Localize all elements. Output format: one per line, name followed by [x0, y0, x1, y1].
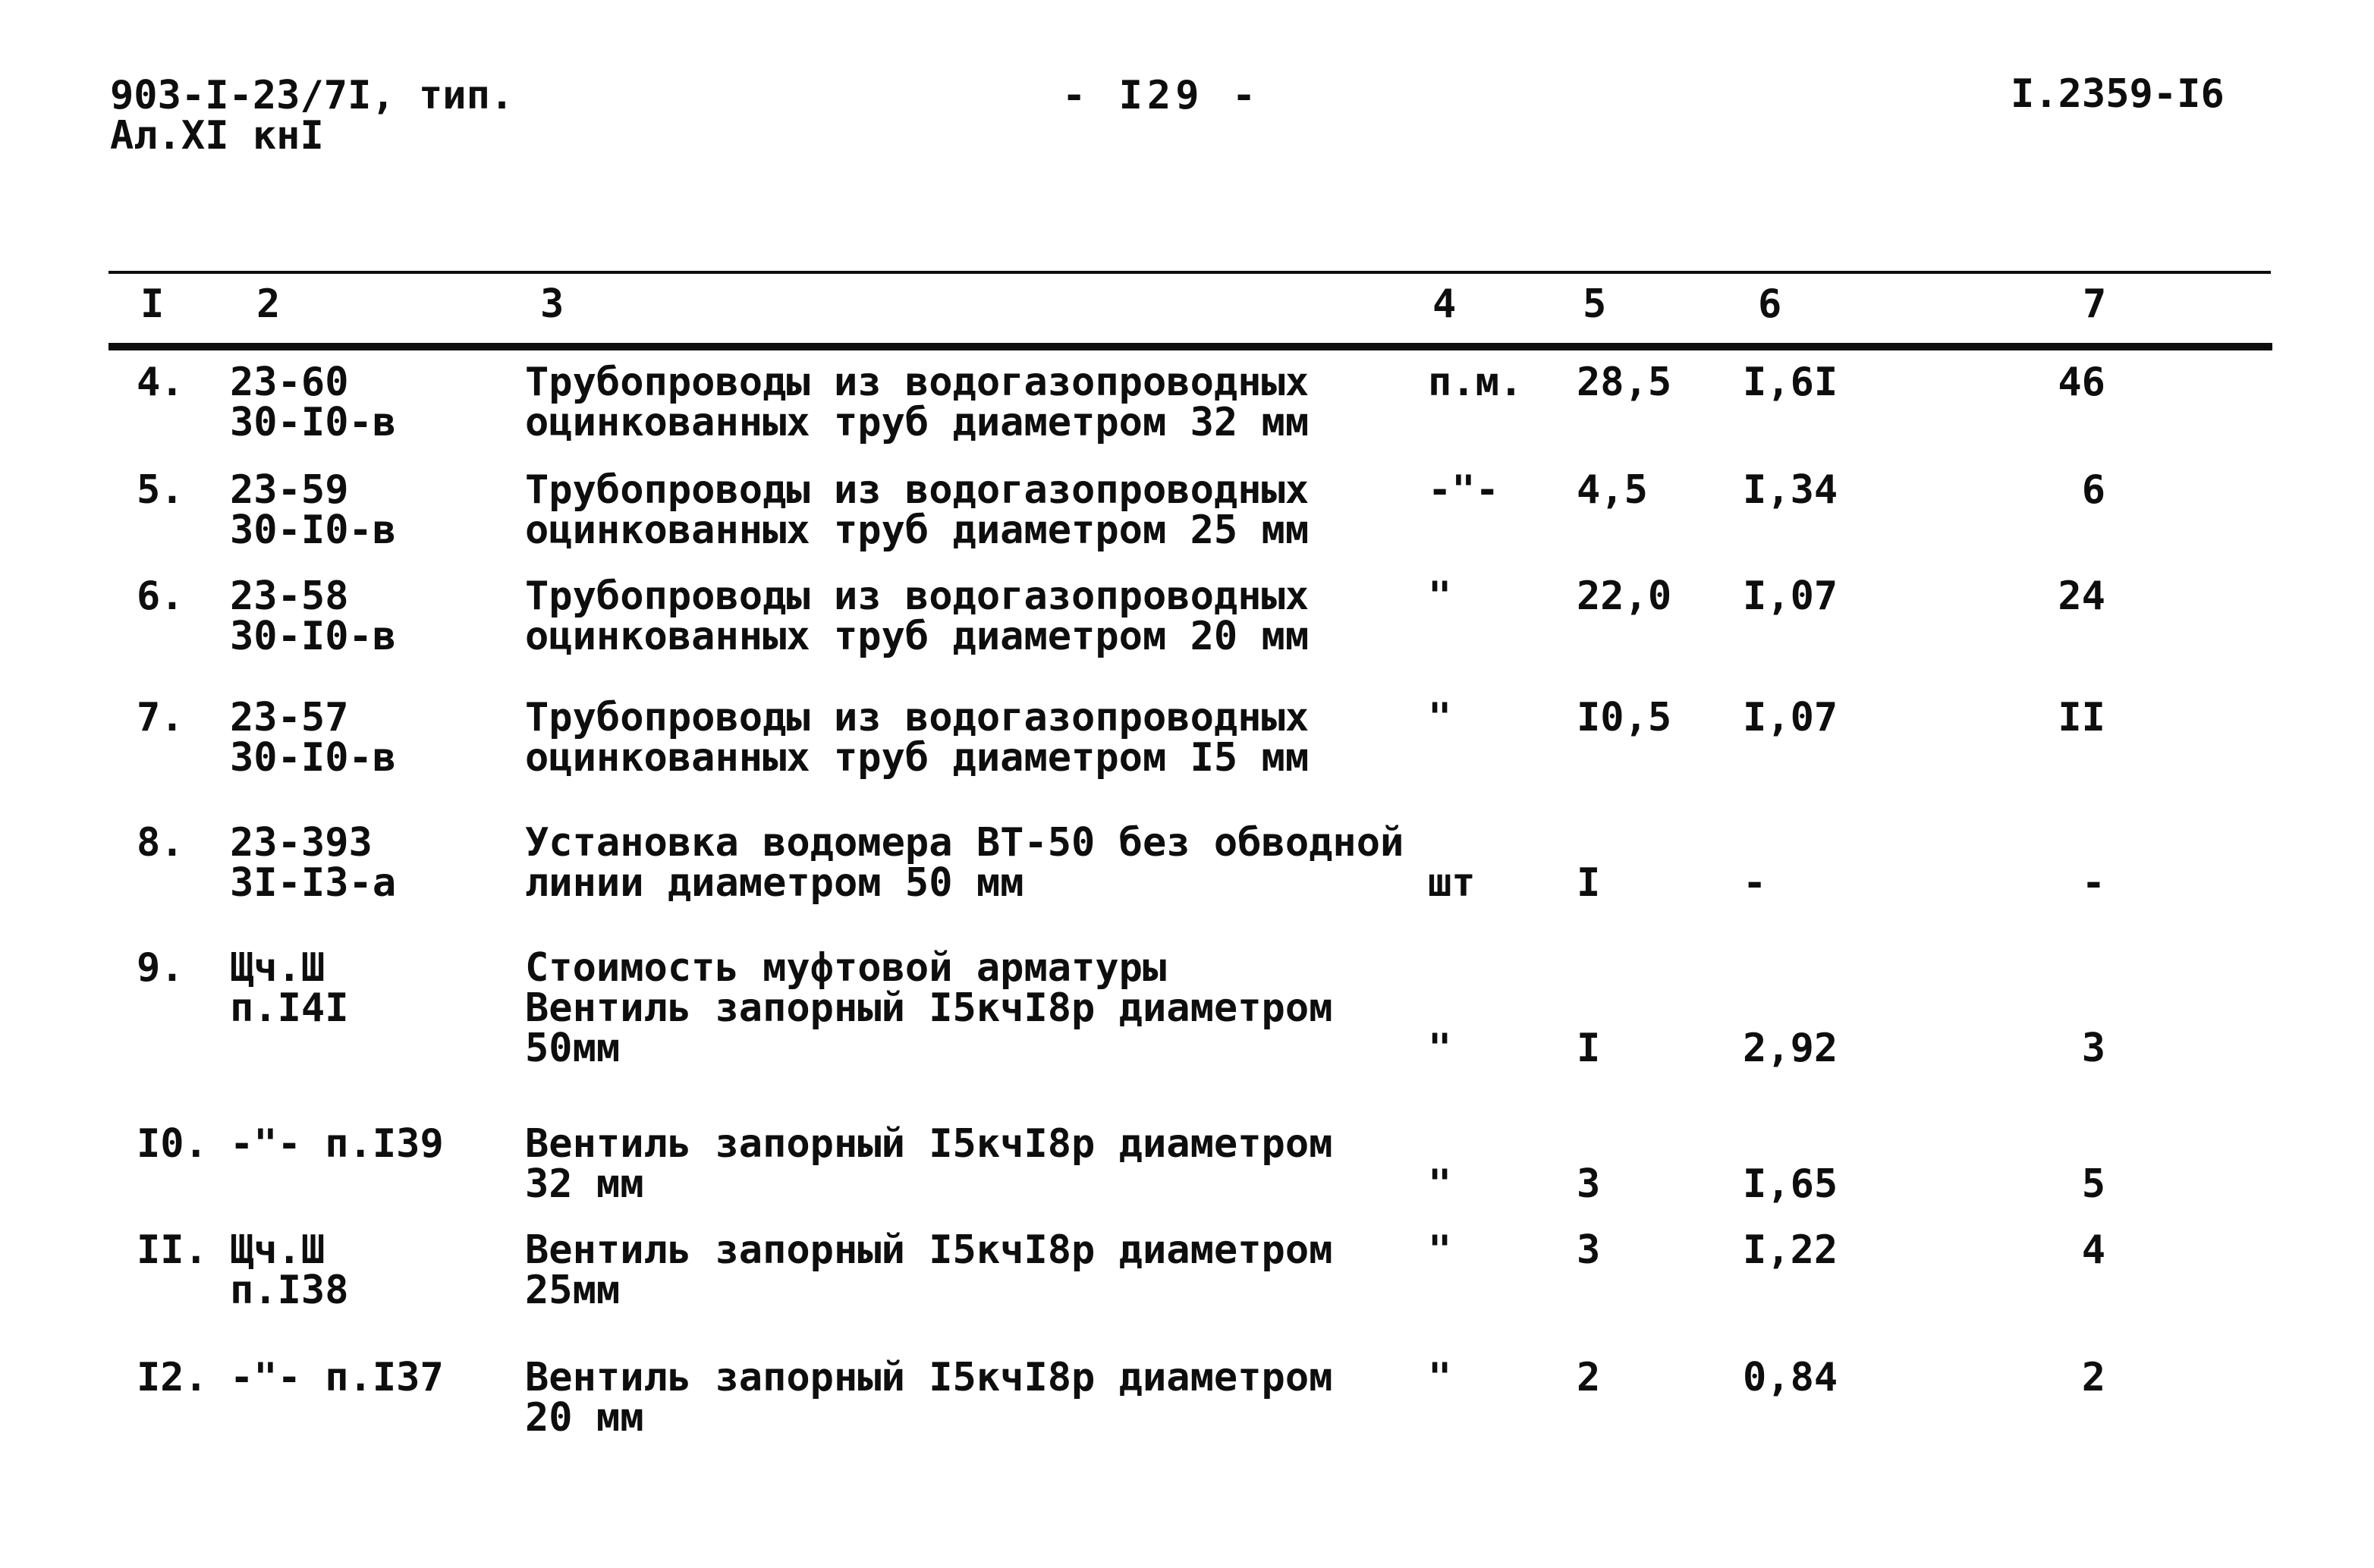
row-unit: " [1428, 573, 1452, 619]
row-quantity: 2 [1577, 1355, 1601, 1400]
row-description [525, 695, 1310, 781]
row-unit-price: I,22 [1743, 1227, 1838, 1273]
row-number: 8. [137, 820, 184, 866]
row-description-line: Стоимость муфтовой арматуры [525, 945, 1167, 991]
row-number: 7. [137, 695, 184, 740]
row-code-line: 30-I0-в [230, 614, 397, 659]
row-code [230, 820, 397, 906]
row-unit-price: I,65 [1743, 1161, 1838, 1207]
row-description-line: Вентиль запорный I5кчI8р диаметром [525, 1355, 1333, 1400]
column-header: 5 [1583, 281, 1607, 327]
row-unit-price: 2,92 [1743, 1026, 1838, 1071]
row-quantity: I0,5 [1577, 695, 1672, 740]
document-code-line2: Ал.XI кнI [110, 113, 324, 159]
row-code-line: 3I-I3-а [230, 860, 397, 906]
row-description-line: Трубопроводы из водогазопроводных [525, 695, 1310, 740]
inventory-number: I.2359-I6 [2011, 71, 2225, 117]
row-number: 6. [137, 573, 184, 619]
row-quantity: 3 [1577, 1227, 1601, 1273]
column-header: 3 [540, 281, 564, 327]
row-unit: " [1428, 1026, 1452, 1071]
row-description-line: Трубопроводы из водогазопроводных [525, 467, 1310, 513]
row-code-line: Щч.Ш [230, 945, 325, 991]
row-code-line: 23-58 [230, 573, 349, 619]
row-code [230, 945, 349, 1031]
row-quantity: 3 [1577, 1161, 1601, 1207]
row-description [525, 1355, 1333, 1441]
row-number: II. [137, 1227, 208, 1273]
column-header: 6 [1758, 281, 1782, 327]
row-description [525, 573, 1310, 659]
row-total: 5 [2081, 1161, 2105, 1207]
row-unit: " [1428, 1161, 1452, 1207]
row-code-line: п.I38 [230, 1268, 349, 1313]
row-description-line: 32 мм [525, 1161, 644, 1207]
row-description [525, 945, 1333, 1071]
row-quantity: 4,5 [1577, 467, 1648, 513]
row-description-line: 25мм [525, 1268, 621, 1313]
row-code [230, 467, 397, 553]
row-description-line: Вентиль запорный I5кчI8р диаметром [525, 1121, 1333, 1167]
row-description-line: 50мм [525, 1026, 621, 1071]
row-description-line: Трубопроводы из водогазопроводных [525, 360, 1310, 405]
row-description [525, 1121, 1333, 1207]
row-unit-price: - [1743, 860, 1767, 906]
row-code-line: 23-393 [230, 820, 373, 866]
row-code-line: 30-I0-в [230, 735, 397, 781]
document-code-line1: 903-I-23/7I, тип. [110, 73, 514, 118]
row-description-line: Вентиль запорный I5кчI8р диаметром [525, 1227, 1333, 1273]
row-code [230, 695, 397, 781]
row-code-line: -"- п.I39 [230, 1121, 444, 1167]
row-total: 46 [2058, 360, 2105, 405]
column-header: 7 [2083, 281, 2107, 327]
row-description [525, 467, 1310, 553]
row-description-line: оцинкованных труб диаметром I5 мм [525, 735, 1310, 781]
row-total: 6 [2081, 467, 2105, 513]
row-code [230, 1227, 349, 1313]
row-total: 24 [2058, 573, 2105, 619]
row-description-line: линии диаметром 50 мм [525, 860, 1024, 906]
row-number: I2. [137, 1355, 208, 1400]
row-unit-price: I,34 [1743, 467, 1838, 513]
row-unit: -"- [1428, 467, 1499, 513]
row-unit-price: I,6I [1743, 360, 1838, 405]
column-header: 2 [256, 281, 281, 327]
row-code [230, 1355, 444, 1400]
row-code [230, 1121, 444, 1167]
row-description [525, 1227, 1333, 1313]
row-unit-price: 0,84 [1743, 1355, 1838, 1400]
row-unit: " [1428, 695, 1452, 740]
row-total: 2 [2081, 1355, 2105, 1400]
row-code-line: 23-60 [230, 360, 349, 405]
row-unit: шт [1428, 860, 1476, 906]
column-header: 4 [1432, 281, 1457, 327]
row-description-line: Установка водомера ВТ-50 без обводной [525, 820, 1404, 866]
row-code-line: -"- п.I37 [230, 1355, 444, 1400]
row-code-line: Щч.Ш [230, 1227, 325, 1273]
row-number: 5. [137, 467, 184, 513]
row-quantity: 28,5 [1577, 360, 1672, 405]
row-description [525, 360, 1310, 445]
row-code [230, 573, 397, 659]
row-number: 4. [137, 360, 184, 405]
page-number: - I29 - [1062, 73, 1261, 118]
row-code-line: 30-I0-в [230, 400, 397, 445]
row-unit-price: I,07 [1743, 573, 1838, 619]
row-code-line: п.I4I [230, 985, 349, 1031]
row-unit: " [1428, 1355, 1452, 1400]
row-description-line: Трубопроводы из водогазопроводных [525, 573, 1310, 619]
column-header: I [140, 281, 165, 327]
row-description-line: оцинкованных труб диаметром 32 мм [525, 400, 1310, 445]
row-unit: " [1428, 1227, 1452, 1273]
row-total: 3 [2081, 1026, 2105, 1071]
row-code-line: 23-57 [230, 695, 349, 740]
row-total: 4 [2081, 1227, 2105, 1273]
row-quantity: I [1577, 860, 1601, 906]
row-code [230, 360, 397, 445]
row-description [525, 820, 1404, 906]
row-description-line: оцинкованных труб диаметром 20 мм [525, 614, 1310, 659]
row-description-line: 20 мм [525, 1395, 644, 1441]
row-unit-price: I,07 [1743, 695, 1838, 740]
row-code-line: 30-I0-в [230, 507, 397, 553]
row-description-line: Вентиль запорный I5кчI8р диаметром [525, 985, 1333, 1031]
row-total: - [2081, 860, 2105, 906]
row-total: II [2058, 695, 2105, 740]
row-description-line: оцинкованных труб диаметром 25 мм [525, 507, 1310, 553]
row-number: 9. [137, 945, 184, 991]
row-number: I0. [137, 1121, 208, 1167]
row-quantity: 22,0 [1577, 573, 1672, 619]
row-quantity: I [1577, 1026, 1601, 1071]
row-unit: п.м. [1428, 360, 1523, 405]
row-code-line: 23-59 [230, 467, 349, 513]
